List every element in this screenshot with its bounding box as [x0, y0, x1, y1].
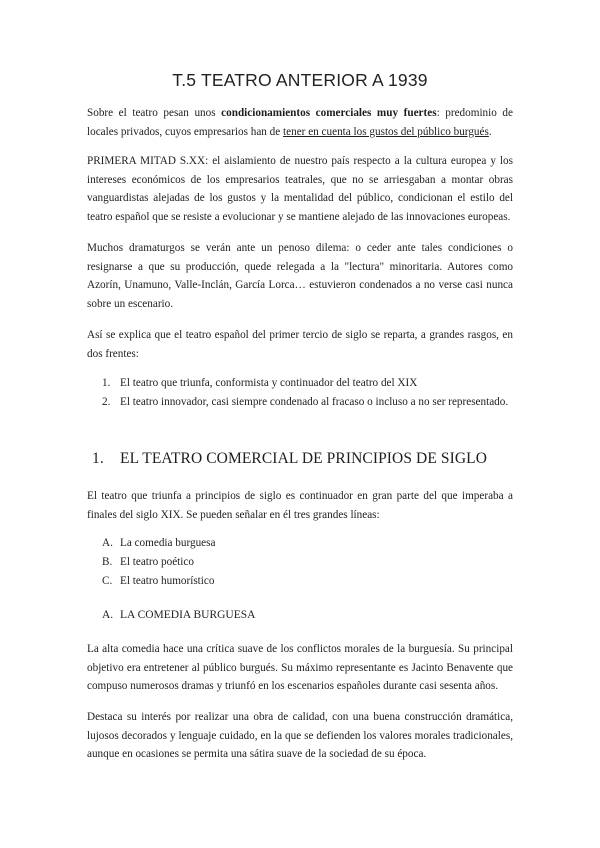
list-item	[102, 553, 522, 572]
subsection-a-paragraph-2: Destaca su interés por realizar una obra de calidad, con una buena construcción dramática, lujosos decorados y lenguaje cuidado, en la que se defienden los valores morales tradicionales, aunque en ocasiones se permita una sátira suave de la sociedad de su época.	[87, 711, 513, 760]
subsection-a-heading	[102, 609, 255, 621]
list-marker: B.	[102, 556, 113, 568]
section-1-lines-list	[102, 534, 522, 591]
intro-paragraph-1	[87, 104, 513, 141]
list-item-text: El teatro humorístico	[120, 575, 215, 587]
list-marker: 2.	[102, 396, 111, 408]
intro-text-start: Sobre el teatro pesan unos	[87, 107, 222, 119]
section-number: 1.	[92, 450, 104, 467]
list-marker: A.	[102, 537, 113, 549]
list-marker: C.	[102, 575, 113, 587]
list-item-text: El teatro innovador, casi siempre condenado al fracaso o incluso a no ser representado.	[120, 396, 509, 408]
section-1-heading	[92, 450, 487, 468]
list-item	[102, 572, 522, 591]
list-item	[102, 534, 522, 553]
list-item	[102, 374, 522, 393]
intro-paragraph-4: Así se explica que el teatro español del primer tercio de siglo se reparta, a grandes rasgos, en dos frentes:	[87, 329, 513, 360]
intro-bold-phrase: condicionamientos comerciales muy fuertes	[221, 107, 437, 119]
list-item-text: El teatro poético	[120, 556, 194, 568]
intro-text-end: .	[488, 125, 492, 138]
section-1-intro: El teatro que triunfa a principios de siglo es continuador en gran parte del que imperaba a finales del siglo XIX. Se pueden señalar en él tres grandes líneas:	[87, 490, 513, 521]
subsection-a-paragraph-1: La alta comedia hace una crítica suave de los conflictos morales de la burguesía. Su principal objetivo era entretener al público burgués. Su máximo representante es Jacinto Benavente que compuso numerosos dramas y triunfó en los escenarios españoles durante casi sesenta años.	[87, 643, 513, 692]
subsection-marker: A.	[102, 609, 114, 621]
intro-underlined-phrase: tener en cuenta los gustos del público burgués	[283, 125, 489, 138]
list-marker: 1.	[102, 377, 111, 389]
intro-text-middle: : predominio de locales privados, cuyos empresarios han de	[87, 107, 513, 138]
section-title: EL TEATRO COMERCIAL DE PRINCIPIOS DE SIGLO	[120, 450, 488, 467]
intro-paragraph-2: PRIMERA MITAD S.XX: el aislamiento de nuestro país respecto a la cultura europea y los intereses económicos de los empresarios teatrales, que no se arriesgaban a montar obras vanguardistas alejadas de los gustos y la mentalidad del público, condicionan el estilo del teatro español que se resiste a evolucionar y se mantiene alejado de las innovaciones europeas.	[87, 155, 513, 223]
list-item-text: La comedia burguesa	[120, 537, 216, 549]
fronts-list	[102, 374, 522, 412]
list-item-text: El teatro que triunfa, conformista y continuador del teatro del XIX	[120, 377, 418, 389]
intro-paragraph-3: Muchos dramaturgos se verán ante un penoso dilema: o ceder ante tales condiciones o resignarse a que su producción, quede relegada a la "lectura" minoritaria. Autores como Azorín, Unamuno, Valle-Inclán, García Lorca… estuvieron condenados a no verse casi nunca sobre un escenario.	[87, 242, 513, 310]
document-title: T.5 TEATRO ANTERIOR A 1939	[172, 70, 428, 90]
subsection-title: LA COMEDIA BURGUESA	[120, 609, 256, 621]
list-item	[102, 393, 522, 412]
